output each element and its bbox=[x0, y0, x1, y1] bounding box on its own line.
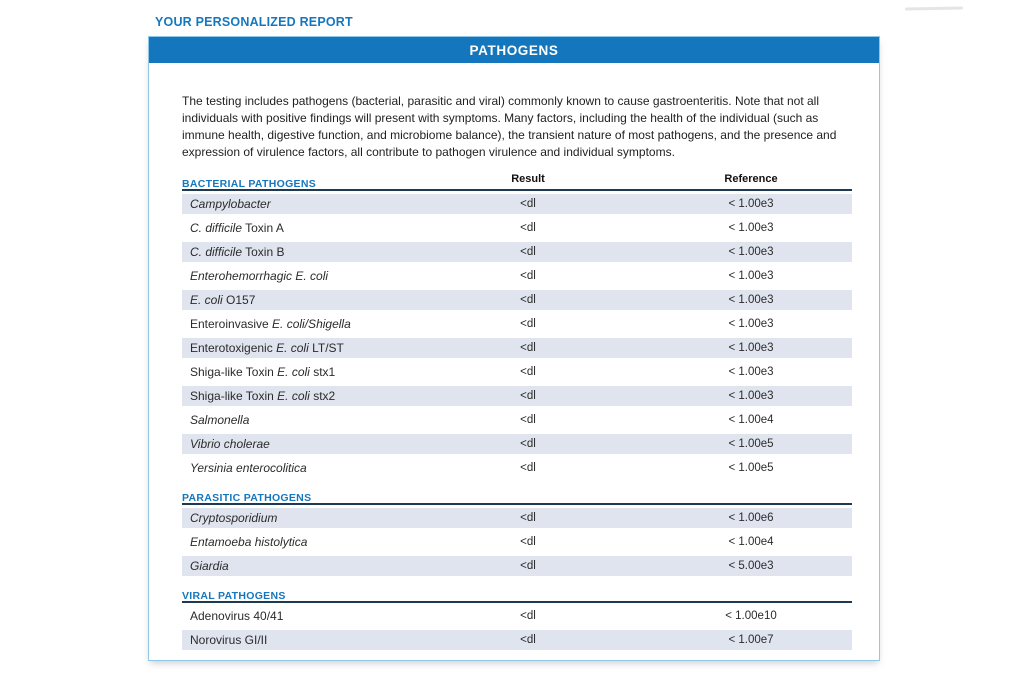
result-value: <dl bbox=[520, 246, 536, 258]
pathogen-name: Cryptosporidium bbox=[190, 511, 278, 525]
section-header-row bbox=[182, 174, 852, 191]
pathogen-section bbox=[182, 586, 852, 650]
table-row bbox=[182, 458, 852, 478]
result-value: <dl bbox=[520, 366, 536, 378]
table-row bbox=[182, 194, 852, 214]
section-header-row bbox=[182, 586, 852, 603]
reference-value: < 1.00e4 bbox=[728, 536, 774, 548]
result-value: <dl bbox=[520, 294, 536, 306]
section-title: BACTERIAL PATHOGENS bbox=[182, 178, 317, 190]
table-row bbox=[182, 362, 852, 382]
result-value: <dl bbox=[520, 270, 536, 282]
reference-value: < 1.00e5 bbox=[728, 462, 774, 474]
table-row bbox=[182, 338, 852, 358]
pathogen-name: Vibrio cholerae bbox=[190, 437, 270, 451]
table-row bbox=[182, 314, 852, 334]
result-value: <dl bbox=[520, 390, 536, 402]
column-header-result: Result bbox=[511, 173, 545, 185]
table-row bbox=[182, 410, 852, 430]
pathogen-name: Norovirus GI/II bbox=[190, 633, 268, 647]
reference-value: < 1.00e3 bbox=[728, 270, 774, 282]
reference-value: < 1.00e3 bbox=[728, 294, 774, 306]
table-row bbox=[182, 242, 852, 262]
pathogens-table bbox=[182, 174, 852, 660]
report-container bbox=[148, 36, 880, 661]
reference-value: < 1.00e6 bbox=[728, 512, 774, 524]
pathogen-section bbox=[182, 174, 852, 478]
reference-value: < 1.00e3 bbox=[728, 366, 774, 378]
pathogen-name: Salmonella bbox=[190, 413, 250, 427]
reference-value: < 5.00e3 bbox=[728, 560, 774, 572]
table-row bbox=[182, 386, 852, 406]
table-row bbox=[182, 556, 852, 576]
reference-value: < 1.00e3 bbox=[728, 342, 774, 354]
banner-title: PATHOGENS bbox=[469, 42, 559, 58]
pathogen-name: Yersinia enterocolitica bbox=[190, 461, 307, 475]
reference-value: < 1.00e4 bbox=[728, 414, 774, 426]
table-row bbox=[182, 434, 852, 454]
table-row bbox=[182, 606, 852, 626]
result-value: <dl bbox=[520, 342, 536, 354]
section-title: PARASITIC PATHOGENS bbox=[182, 492, 312, 504]
result-value: <dl bbox=[520, 536, 536, 548]
table-row bbox=[182, 532, 852, 552]
pathogen-name: Entamoeba histolytica bbox=[190, 535, 308, 549]
table-row bbox=[182, 630, 852, 650]
reference-value: < 1.00e5 bbox=[728, 438, 774, 450]
pathogen-name: Enterohemorrhagic E. coli bbox=[190, 269, 329, 283]
reference-value: < 1.00e3 bbox=[728, 318, 774, 330]
pathogen-name: E. coli O157 bbox=[190, 293, 256, 307]
section-banner bbox=[149, 37, 879, 63]
section-header-row bbox=[182, 488, 852, 505]
table-row bbox=[182, 266, 852, 286]
result-value: <dl bbox=[520, 512, 536, 524]
result-value: <dl bbox=[520, 414, 536, 426]
reference-value: < 1.00e3 bbox=[728, 222, 774, 234]
reference-value: < 1.00e3 bbox=[728, 246, 774, 258]
pathogen-name: Enterotoxigenic E. coli LT/ST bbox=[190, 341, 344, 355]
table-row bbox=[182, 218, 852, 238]
result-value: <dl bbox=[520, 438, 536, 450]
section-title: VIRAL PATHOGENS bbox=[182, 590, 286, 602]
pathogen-name: Campylobacter bbox=[190, 197, 271, 211]
intro-paragraph: The testing includes pathogens (bacterial, parasitic and viral) commonly known to cause gastroenteritis. Note that not all individuals with positive findings will present with symptoms. Many factors, including the health of the individual (such as immune health, digestive function, and microbiome balance), the transient nature of most pathogens, and the presence and expression of virulence factors, all contribute to pathogen virulence and individual symptoms. bbox=[182, 94, 837, 160]
reference-value: < 1.00e7 bbox=[728, 634, 774, 646]
reference-value: < 1.00e3 bbox=[728, 198, 774, 210]
reference-value: < 1.00e10 bbox=[725, 610, 777, 622]
scan-artifact bbox=[905, 6, 963, 10]
pathogen-name: Shiga-like Toxin E. coli stx1 bbox=[190, 365, 336, 379]
result-value: <dl bbox=[520, 634, 536, 646]
pathogen-name: Shiga-like Toxin E. coli stx2 bbox=[190, 389, 336, 403]
pathogen-name: Enteroinvasive E. coli/Shigella bbox=[190, 317, 351, 331]
result-value: <dl bbox=[520, 462, 536, 474]
pathogen-name: Giardia bbox=[190, 559, 229, 573]
result-value: <dl bbox=[520, 222, 536, 234]
table-row bbox=[182, 290, 852, 310]
pathogen-name: C. difficile Toxin A bbox=[190, 221, 284, 235]
table-row bbox=[182, 508, 852, 528]
result-value: <dl bbox=[520, 198, 536, 210]
pathogen-name: C. difficile Toxin B bbox=[190, 245, 285, 259]
result-value: <dl bbox=[520, 560, 536, 572]
column-header-reference: Reference bbox=[724, 173, 778, 185]
pathogen-name: Adenovirus 40/41 bbox=[190, 609, 284, 623]
result-value: <dl bbox=[520, 610, 536, 622]
reference-value: < 1.00e3 bbox=[728, 390, 774, 402]
report-kicker: YOUR PERSONALIZED REPORT bbox=[155, 15, 353, 29]
result-value: <dl bbox=[520, 318, 536, 330]
pathogen-section bbox=[182, 488, 852, 576]
